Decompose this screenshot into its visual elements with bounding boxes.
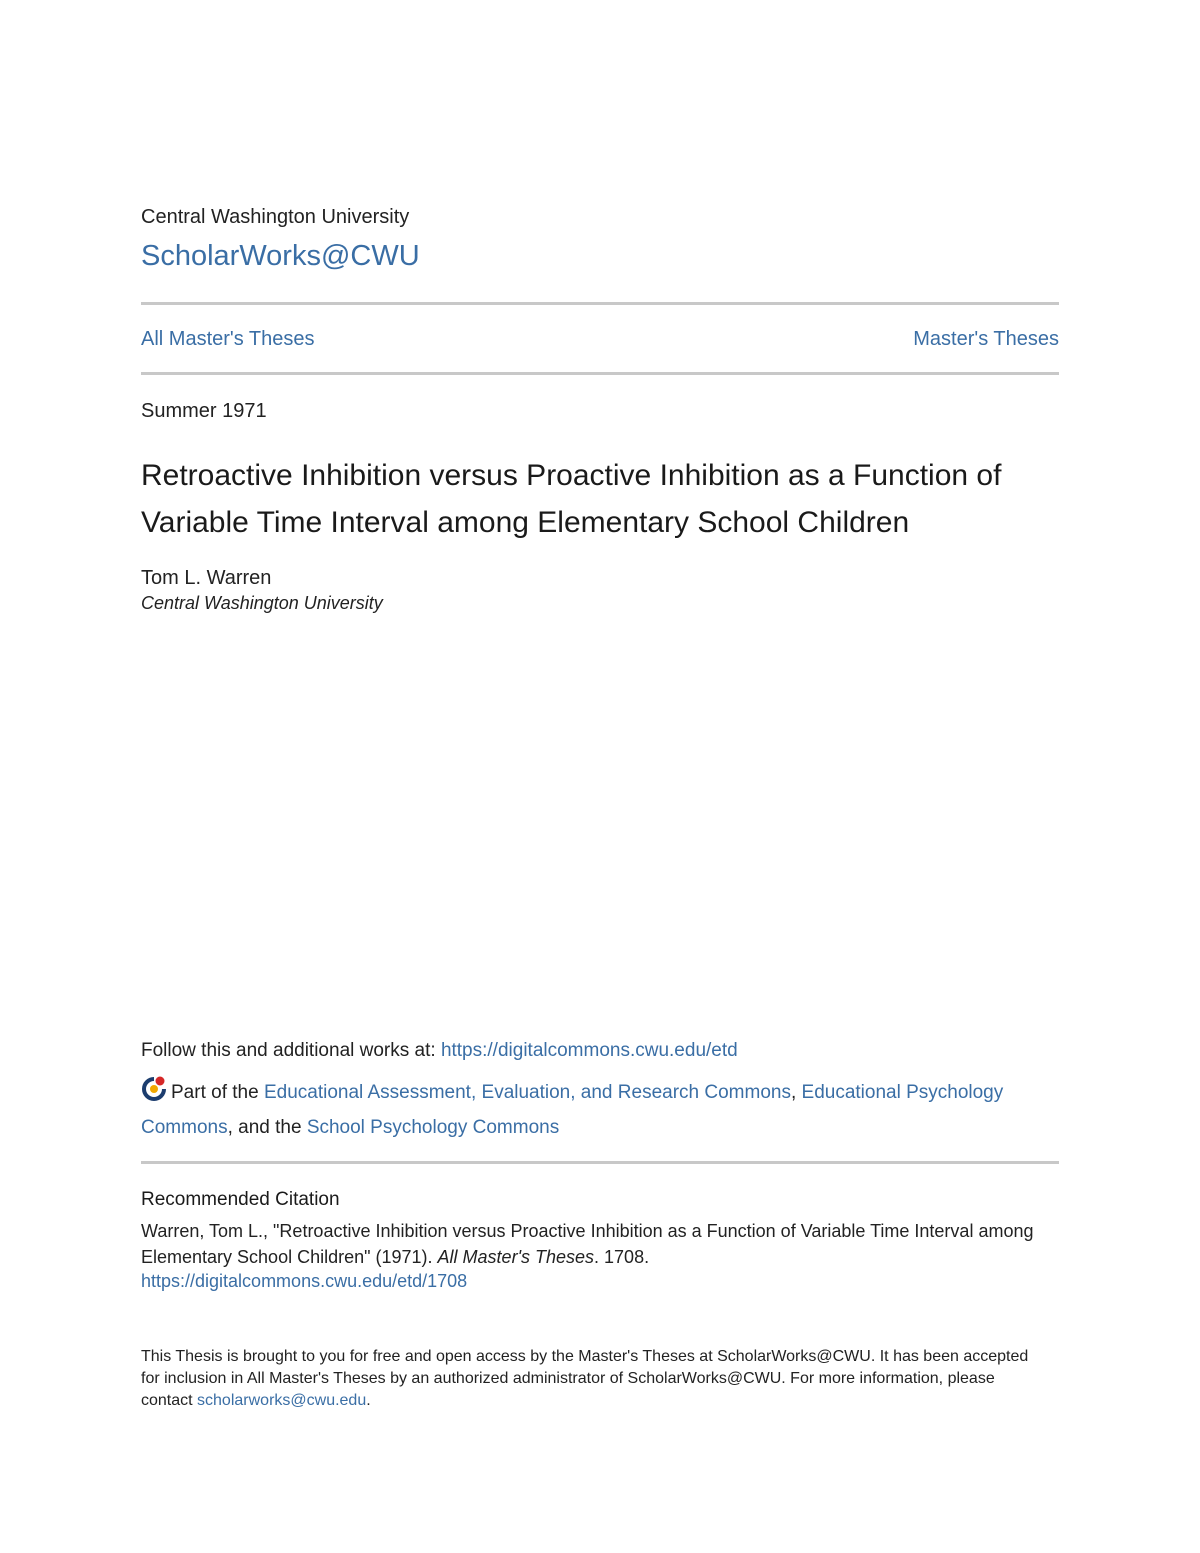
commons-link-school-psychology[interactable]: School Psychology Commons <box>306 1117 560 1138</box>
follow-works <box>141 1040 738 1062</box>
contact-email-link[interactable]: scholarworks@cwu.edu <box>197 1392 367 1409</box>
part-of-commons <box>141 1076 1041 1143</box>
author-name: Tom L. Warren <box>141 567 272 589</box>
access-notice-suffix: . <box>366 1392 371 1409</box>
commons-link-educational-assessment[interactable]: Educational Assessment, Evaluation, and Research Commons <box>263 1082 791 1103</box>
all-masters-theses-link[interactable]: All Master's Theses <box>141 328 315 350</box>
part-of-prefix: Part of the <box>171 1082 264 1103</box>
divider <box>141 1161 1059 1164</box>
cover-page <box>141 0 1059 1553</box>
access-notice-text: This Thesis is brought to you for free and open access by the Master's Theses at ScholarWorks@CWU. It has been accepted for inclusion in All Master's Theses by an authorized administrator of ScholarWorks@CWU. For more information, please contact <box>141 1348 1029 1409</box>
separator: , <box>790 1082 802 1103</box>
citation-heading: Recommended Citation <box>141 1189 340 1210</box>
citation-series: All Master's Theses <box>437 1247 595 1267</box>
divider <box>141 372 1059 375</box>
author-affiliation: Central Washington University <box>141 593 383 613</box>
separator: , and the <box>227 1117 307 1138</box>
repository-link[interactable]: ScholarWorks@CWU <box>141 240 420 272</box>
citation-text <box>141 1218 1059 1270</box>
commons-link-educational-psychology[interactable]: Educational Psychology Commons <box>141 1082 1004 1138</box>
citation-body: Warren, Tom L., "Retroactive Inhibition versus Proactive Inhibition as a Function of Variable Time Interval among Elementary School Children" (1971). <box>141 1221 1034 1267</box>
access-notice <box>141 1346 1046 1412</box>
follow-url-link[interactable]: https://digitalcommons.cwu.edu/etd <box>440 1040 738 1061</box>
publication-date: Summer 1971 <box>141 400 267 422</box>
citation-url-link[interactable]: https://digitalcommons.cwu.edu/etd/1708 <box>141 1271 468 1291</box>
document-title: Retroactive Inhibition versus Proactive Inhibition as a Function of Variable Time Interval among Elementary School Children <box>141 459 1002 539</box>
institution-name: Central Washington University <box>141 206 410 228</box>
bepress-commons-icon <box>141 1076 167 1112</box>
masters-theses-link[interactable]: Master's Theses <box>913 328 1059 350</box>
follow-prefix: Follow this and additional works at: <box>141 1040 441 1061</box>
divider <box>141 302 1059 305</box>
citation-number: . 1708. <box>594 1247 650 1267</box>
